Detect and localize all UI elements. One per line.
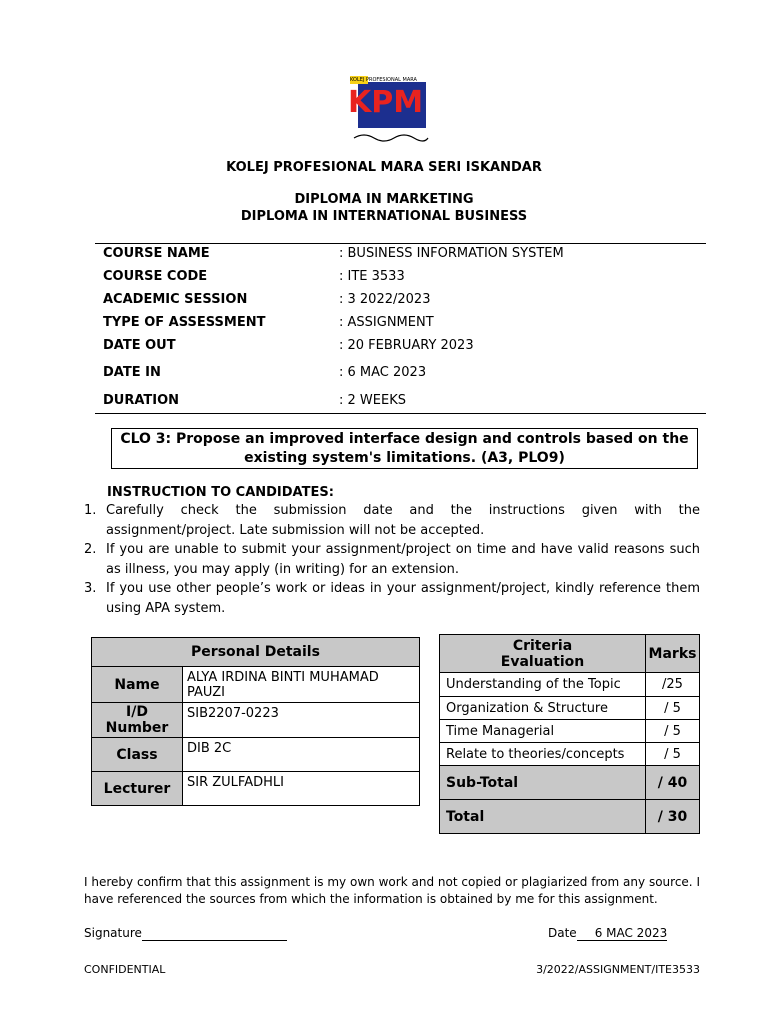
personal-value: SIR ZULFADHLI bbox=[183, 772, 420, 806]
marks-cell: / 5 bbox=[646, 720, 700, 743]
instruction-text: Carefully check the submission date and the instructions given with the assignment/project. Late submission will not be accepted. bbox=[106, 503, 700, 538]
course-value: : 3 2022/2023 bbox=[339, 292, 431, 307]
instructions-heading: INSTRUCTION TO CANDIDATES: bbox=[107, 485, 334, 500]
criterion-cell: Understanding of the Topic bbox=[440, 673, 646, 697]
personal-value: DIB 2C bbox=[183, 738, 420, 772]
personal-label: I/D Number bbox=[92, 703, 183, 738]
table-row bbox=[92, 703, 420, 738]
criteria-header-line2: Evaluation bbox=[500, 653, 585, 670]
course-value: : BUSINESS INFORMATION SYSTEM bbox=[339, 246, 564, 261]
course-value: : 20 FEBRUARY 2023 bbox=[339, 338, 474, 353]
table-row bbox=[440, 697, 700, 720]
subtotal-label: Sub-Total bbox=[440, 766, 646, 800]
course-key: ACADEMIC SESSION bbox=[103, 292, 248, 307]
course-value: : ITE 3533 bbox=[339, 269, 405, 284]
instruction-number: 2. bbox=[84, 542, 97, 557]
criteria-header bbox=[440, 635, 646, 673]
criterion-cell: Relate to theories/concepts bbox=[440, 743, 646, 766]
personal-value: ALYA IRDINA BINTI MUHAMAD PAUZI bbox=[183, 667, 420, 703]
date-value: 6 MAC 2023 bbox=[594, 926, 668, 940]
instruction-text: If you are unable to submit your assignment/project on time and have valid reasons such as illness, you may apply (in writing) for an extension. bbox=[106, 542, 700, 577]
instruction-number: 1. bbox=[84, 503, 97, 518]
logo-small-text: KOLEJ PROFESIONAL MARA bbox=[350, 77, 417, 83]
logo-letter-k: KPM bbox=[348, 85, 424, 120]
personal-label: Name bbox=[92, 667, 183, 703]
table-row bbox=[440, 800, 700, 834]
marks-cell: / 5 bbox=[646, 743, 700, 766]
program-2: DIPLOMA IN INTERNATIONAL BUSINESS bbox=[240, 209, 528, 224]
declaration-text: I hereby confirm that this assignment is my own work and not copied or plagiarized from any source. I have referenced the sources from which the information is obtained by me for this assignment. bbox=[84, 875, 700, 906]
criteria-table bbox=[439, 634, 700, 834]
personal-details-table bbox=[91, 637, 420, 806]
table-row bbox=[440, 673, 700, 697]
table-row bbox=[440, 743, 700, 766]
instruction-item bbox=[84, 501, 700, 540]
instructions-list bbox=[84, 501, 700, 618]
date-label: Date bbox=[548, 926, 577, 940]
personal-label: Class bbox=[92, 738, 183, 772]
table-row bbox=[440, 720, 700, 743]
table-row bbox=[92, 738, 420, 772]
footer-code: 3/2022/ASSIGNMENT/ITE3533 bbox=[536, 963, 700, 976]
course-value: : 6 MAC 2023 bbox=[339, 365, 427, 380]
course-key: DATE IN bbox=[103, 365, 161, 380]
date-line bbox=[548, 926, 667, 941]
course-value: : ASSIGNMENT bbox=[339, 315, 434, 330]
clo-line-1: CLO 3: Propose an improved interface design and controls based on the bbox=[120, 431, 689, 447]
course-value: : 2 WEEKS bbox=[339, 393, 406, 408]
signature-line bbox=[84, 926, 287, 941]
personal-details-title: Personal Details bbox=[92, 638, 420, 667]
table-row bbox=[92, 667, 420, 703]
marks-header: Marks bbox=[646, 635, 700, 673]
clo-line-2: existing system's limitations. (A3, PLO9) bbox=[244, 450, 565, 466]
course-key: COURSE NAME bbox=[103, 246, 210, 261]
course-key: DATE OUT bbox=[103, 338, 176, 353]
course-key: COURSE CODE bbox=[103, 269, 208, 284]
instruction-text: If you use other people’s work or ideas in your assignment/project, kindly reference them using APA system. bbox=[106, 581, 700, 616]
personal-value: SIB2207-0223 bbox=[183, 703, 420, 738]
signature-label: Signature bbox=[84, 926, 142, 940]
program-1: DIPLOMA IN MARKETING bbox=[294, 192, 474, 207]
clo-box bbox=[111, 428, 698, 469]
criterion-cell: Organization & Structure bbox=[440, 697, 646, 720]
table-row bbox=[92, 772, 420, 806]
personal-label: Lecturer bbox=[92, 772, 183, 806]
instruction-number: 3. bbox=[84, 581, 97, 596]
marks-cell: / 5 bbox=[646, 697, 700, 720]
total-marks: / 30 bbox=[646, 800, 700, 834]
table-row bbox=[440, 766, 700, 800]
instruction-item bbox=[84, 540, 700, 579]
course-info-table bbox=[95, 243, 706, 414]
college-name: KOLEJ PROFESIONAL MARA SERI ISKANDAR bbox=[226, 160, 542, 175]
course-key: DURATION bbox=[103, 393, 180, 408]
criteria-header-line1: Criteria bbox=[512, 637, 573, 654]
subtotal-marks: / 40 bbox=[646, 766, 700, 800]
footer-confidential: CONFIDENTIAL bbox=[84, 963, 166, 976]
instruction-item bbox=[84, 579, 700, 618]
criterion-cell: Time Managerial bbox=[440, 720, 646, 743]
college-logo bbox=[344, 72, 436, 148]
marks-cell: /25 bbox=[646, 673, 700, 697]
total-label: Total bbox=[440, 800, 646, 834]
course-key: TYPE OF ASSESSMENT bbox=[103, 315, 266, 330]
